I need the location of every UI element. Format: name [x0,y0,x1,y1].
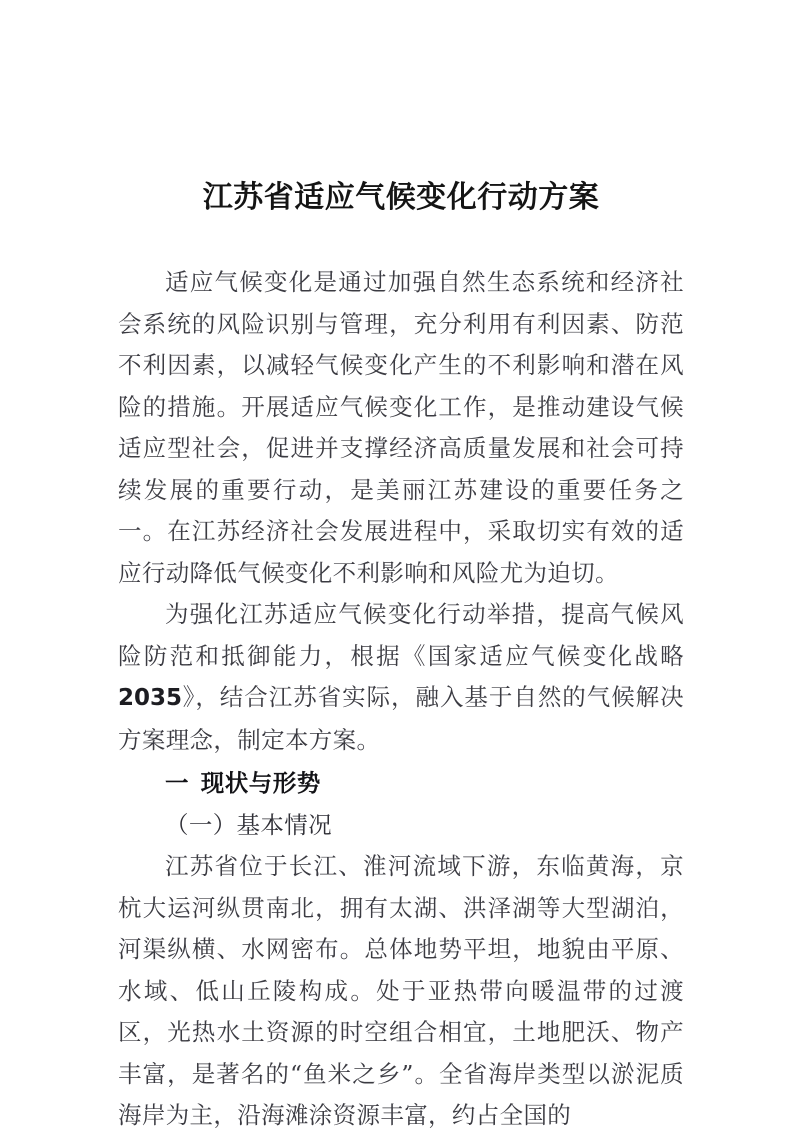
paragraph-strategy-basis-text-b: 》，结合江苏省实际，融入基于自然的气候解决方案理念，制定本方案。 [118,683,684,754]
section-heading-1-number: 一 [165,769,189,797]
paragraph-strategy-basis [118,594,684,761]
paragraph-adaptation-definition: 适应气候变化是通过加强自然生态系统和经济社会系统的风险识别与管理，充分利用有利因素、防范不利因素，以减轻气候变化产生的不利影响和潜在风险的措施。开展适应气候变化工作，是推动建设气候适应型社会，促进并支撑经济高质量发展和社会可持续发展的重要行动，是美丽江苏建设的重要任务之一。在江苏经济社会发展进程中，采取切实有效的适应行动降低气候变化不利影响和风险尤为迫切。 [118,268,684,587]
paragraph-provincial-overview: 江苏省位于长江、淮河流域下游，东临黄海，京杭大运河纵贯南北，拥有太湖、洪泽湖等大型湖泊，河渠纵横、水网密布。总体地势平坦，地貌由平原、水域、低山丘陵构成。处于亚热带向暖温带的过渡区，光热水土资源的时空组合相宜，土地肥沃、物产丰富，是著名的“鱼米之乡”。全省海岸类型以淤泥质海岸为主，沿海滩涂资源丰富，约占全国的 [118,852,684,1129]
section-heading-1 [118,763,684,805]
document-content [118,0,684,1137]
paragraph-strategy-basis-text-a: 为强化江苏适应气候变化行动举措，提高气候风险防范和抵御能力，根据《国家适应气候变化战略 [118,600,684,670]
section-heading-1-label: 现状与形势 [200,769,321,797]
strategy-year-number: 2035 [118,685,183,711]
subsection-heading-1-1: （一）基本情况 [165,810,332,839]
page-title: 江苏省适应气候变化行动方案 [202,180,600,215]
